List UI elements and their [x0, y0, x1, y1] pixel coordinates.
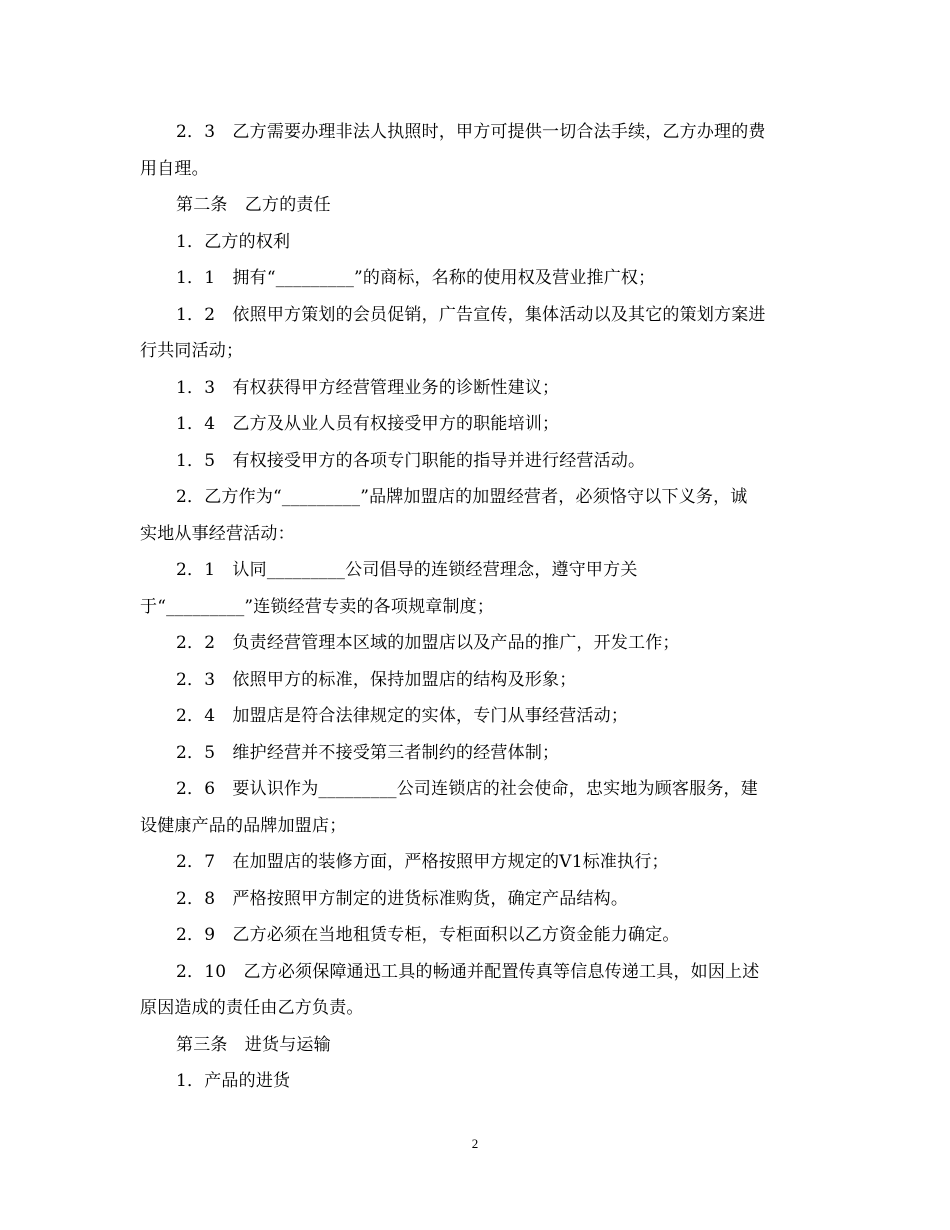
document-body	[140, 114, 810, 1100]
paragraph-line: 用自理。	[140, 158, 209, 179]
paragraph-line: 1．1 拥有“_________”的商标，名称的使用权及营业推广权；	[176, 268, 656, 288]
paragraph-line: 2．3 依照甲方的标准，保持加盟店的结构及形象；	[176, 669, 577, 690]
subsection-heading: 1．产品的进货	[176, 1071, 291, 1091]
paragraph-line: 2．8 严格按照甲方制定的进货标准购货，确定产品结构。	[176, 888, 629, 909]
section-heading: 第三条 进货与运输	[176, 1034, 331, 1055]
paragraph-line: 2．3 乙方需要办理非法人执照时，甲方可提供一切合法手续，乙方办理的费	[176, 122, 766, 142]
paragraph-line: 1．2 依照甲方策划的会员促销，广告宣传，集体活动以及其它的策划方案进	[176, 304, 766, 325]
paragraph-line: 2．6 要认识作为_________公司连锁店的社会使命，忠实地为顾客服务，建	[176, 779, 758, 799]
page-number: 2	[471, 1136, 479, 1151]
section-heading: 第二条 乙方的责任	[176, 195, 331, 215]
paragraph-line: 原因造成的责任由乙方负责。	[140, 998, 364, 1018]
subsection-heading: 1．乙方的权利	[176, 231, 291, 252]
paragraph-line: 2．10 乙方必须保障通迅工具的畅通并配置传真等信息传递工具，如因上述	[176, 961, 760, 982]
paragraph-line: 行共同活动；	[140, 341, 244, 361]
paragraph-line: 设健康产品的品牌加盟店；	[140, 815, 347, 836]
paragraph-line: 2．7 在加盟店的装修方面，严格按照甲方规定的V1标准执行；	[176, 852, 669, 872]
paragraph-line: 2．2 负责经营管理本区域的加盟店以及产品的推广，开发工作；	[176, 633, 680, 653]
paragraph-line: 实地从事经营活动：	[140, 523, 295, 544]
paragraph-line: 1．5 有权接受甲方的各项专门职能的指导并进行经营活动。	[176, 450, 646, 471]
paragraph-line: 2．4 加盟店是符合法律规定的实体，专门从事经营活动；	[176, 706, 629, 726]
paragraph-line: 2．1 认同_________公司倡导的连锁经营理念，遵守甲方关	[176, 560, 638, 580]
paragraph-line: 2．5 维护经营并不接受第三者制约的经营体制；	[176, 742, 560, 763]
paragraph-line: 2．乙方作为“_________”品牌加盟店的加盟经营者，必须恪守以下义务，诚	[176, 487, 748, 507]
paragraph-line: 2．9 乙方必须在当地租赁专柜，专柜面积以乙方资金能力确定。	[176, 925, 680, 945]
paragraph-line: 于“_________”连锁经营专卖的各项规章制度；	[140, 596, 495, 617]
paragraph-line: 1．3 有权获得甲方经营管理业务的诊断性建议；	[176, 377, 560, 398]
paragraph-line: 1．4 乙方及从业人员有权接受甲方的职能培训；	[176, 414, 560, 434]
